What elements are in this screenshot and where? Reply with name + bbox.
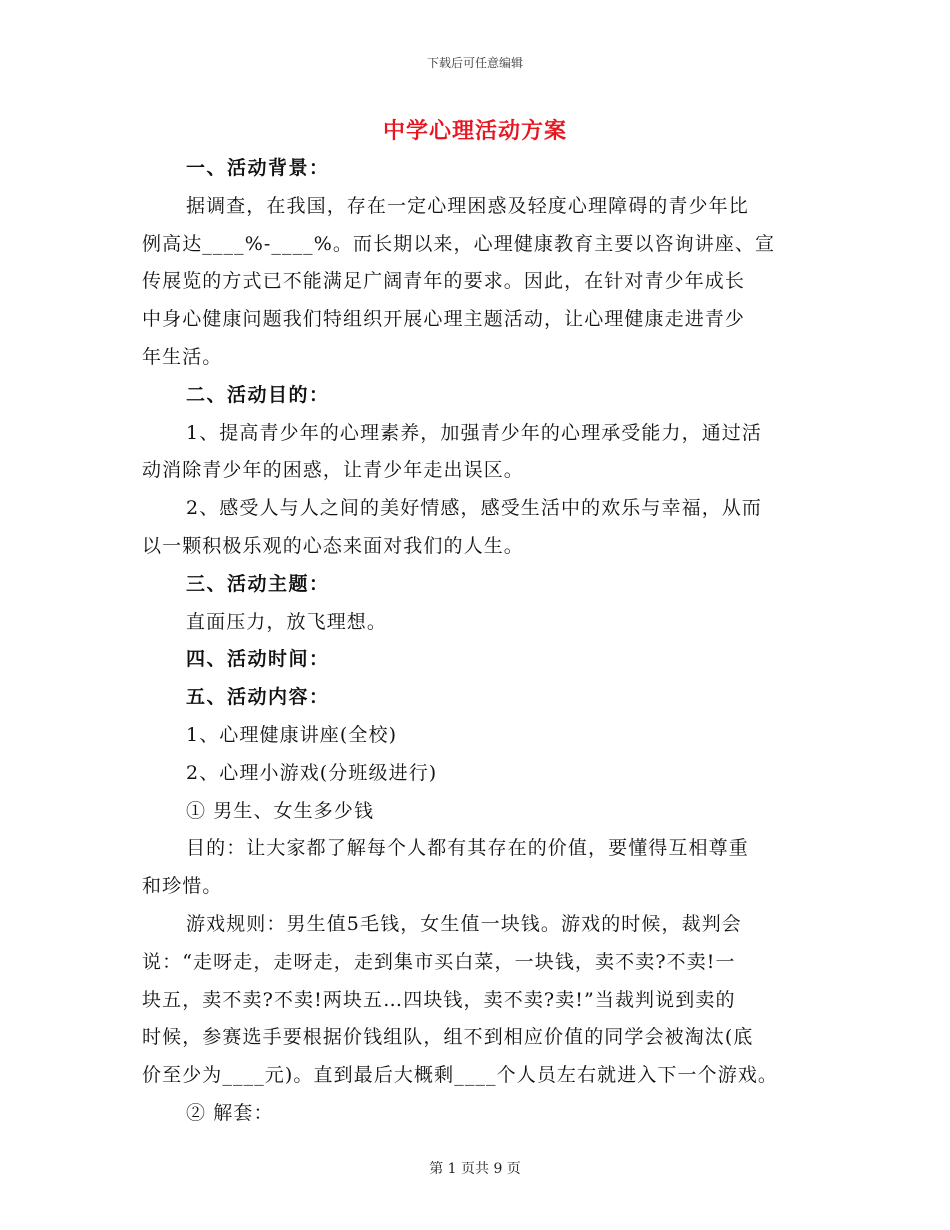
section-heading: 一、活动背景： bbox=[186, 157, 330, 179]
paragraph-line: 块五，卖不卖?不卖!两块五…四块钱，卖不卖?卖!”当裁判说到卖的 bbox=[142, 988, 736, 1011]
page-header: 下载后可任意编辑 bbox=[426, 56, 523, 70]
section-heading: 四、活动时间： bbox=[186, 648, 330, 671]
paragraph-line: 游戏规则：男生值5毛钱，女生值一块钱。游戏的时候，裁判会 bbox=[186, 912, 742, 935]
paragraph-line: 1、提高青少年的心理素养，加强青少年的心理承受能力，通过活 bbox=[186, 421, 762, 444]
section-heading: 五、活动内容： bbox=[186, 686, 330, 709]
paragraph-line: 和珍惜。 bbox=[142, 875, 223, 898]
paragraph-line: 动消除青少年的困惑，让青少年走出误区。 bbox=[142, 459, 524, 482]
document-title: 中学心理活动方案 bbox=[382, 118, 567, 144]
paragraph-line: 价至少为____元)。直到最后大概剩____个人员左右就进入下一个游戏。 bbox=[142, 1064, 779, 1087]
paragraph-line: ① 男生、女生多少钱 bbox=[186, 799, 375, 822]
paragraph-line: 中身心健康问题我们特组织开展心理主题活动，让心理健康走进青少 bbox=[142, 308, 746, 331]
paragraph-line: 以一颗积极乐观的心态来面对我们的人生。 bbox=[142, 534, 524, 557]
page-footer: 第 1 页共 9 页 bbox=[429, 1161, 521, 1177]
paragraph-line: 时候，参赛选手要根据价钱组队，组不到相应价值的同学会被淘汰(底 bbox=[142, 1026, 754, 1049]
paragraph-line: 目的：让大家都了解每个人都有其存在的价值，要懂得互相尊重 bbox=[186, 837, 749, 860]
paragraph-line: 说：“走呀走，走呀走，走到集市买白菜，一块钱，卖不卖?不卖!一 bbox=[142, 950, 736, 973]
paragraph-line: 直面压力，放飞理想。 bbox=[186, 610, 388, 633]
section-heading: 三、活动主题： bbox=[186, 572, 330, 595]
paragraph-line: 1、心理健康讲座(全校) bbox=[186, 723, 398, 746]
paragraph-line: ② 解套： bbox=[186, 1101, 274, 1124]
document-body bbox=[142, 150, 812, 1133]
paragraph-line: 例高达____%-____%。而长期以来，心理健康教育主要以咨询讲座、宣 bbox=[142, 232, 776, 255]
paragraph-line: 据调查，在我国，存在一定心理困惑及轻度心理障碍的青少年比 bbox=[186, 194, 749, 217]
paragraph-line: 传展览的方式已不能满足广阔青年的要求。因此，在针对青少年成长 bbox=[142, 270, 746, 293]
section-heading: 二、活动目的： bbox=[186, 383, 330, 406]
paragraph-line: 2、心理小游戏(分班级进行) bbox=[186, 761, 438, 784]
paragraph-line: 年生活。 bbox=[142, 345, 223, 368]
paragraph-line: 2、感受人与人之间的美好情感，感受生活中的欢乐与幸福，从而 bbox=[186, 497, 762, 520]
